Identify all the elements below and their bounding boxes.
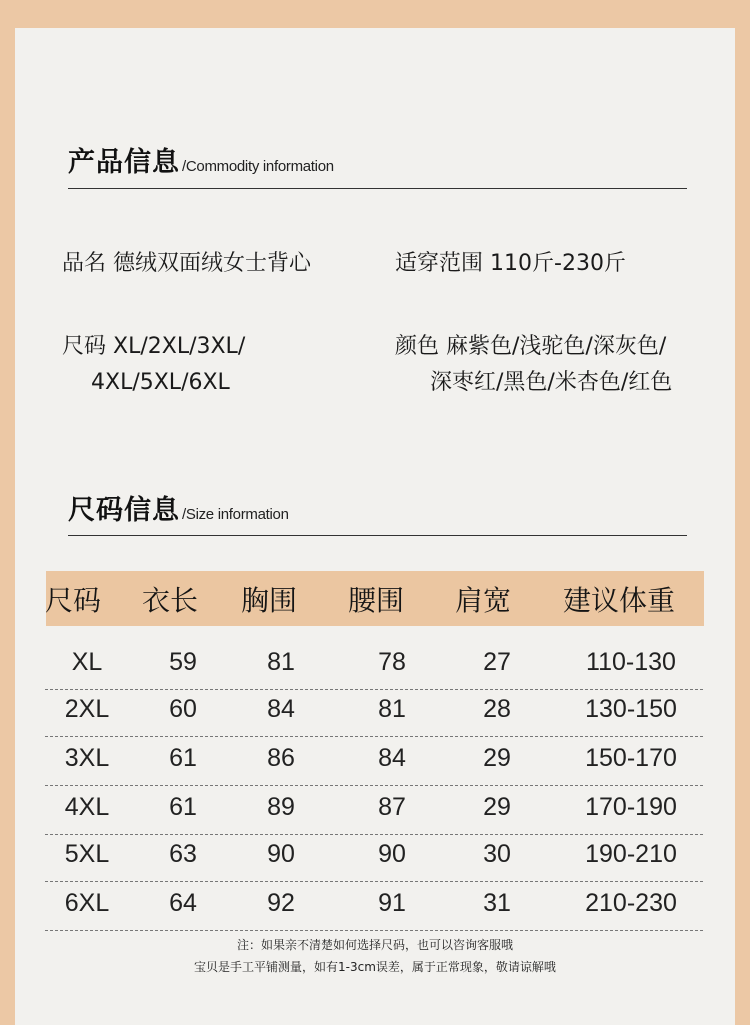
- cell-waist: 78: [378, 648, 406, 676]
- table-row: [45, 787, 703, 835]
- cell-chest: 92: [267, 889, 295, 917]
- fit-range-value: 110斤-230斤: [490, 251, 626, 276]
- cell-size: 5XL: [64, 840, 110, 868]
- cell-weight: 130-150: [585, 695, 677, 723]
- table-row: [45, 738, 703, 786]
- product-name-value: 德绒双面绒女士背心: [113, 251, 312, 276]
- size-divider: [68, 535, 687, 536]
- commodity-title-en: /Commodity information: [182, 158, 334, 175]
- cell-waist: 91: [378, 889, 406, 917]
- header-weight: 建议体重: [562, 584, 676, 617]
- header-size: 尺码: [44, 584, 102, 617]
- cell-length: 64: [169, 889, 197, 917]
- fit-range-label: 适穿范围: [395, 251, 484, 276]
- cell-shoulder: 31: [483, 889, 511, 917]
- size-line-2: 4XL/5XL/6XL: [91, 370, 230, 395]
- fit-range: [395, 246, 626, 282]
- commodity-title-zh: 产品信息: [68, 147, 180, 178]
- commodity-info-heading: [68, 140, 334, 179]
- cell-size: 6XL: [64, 889, 110, 917]
- cell-weight: 110-130: [586, 648, 676, 676]
- row-divider: [45, 930, 703, 931]
- cell-weight: 150-170: [585, 744, 677, 772]
- size-label: 尺码: [62, 334, 107, 359]
- row-divider: [45, 736, 703, 737]
- table-row: [45, 883, 703, 931]
- size-info-heading: [68, 488, 289, 527]
- cell-waist: 87: [378, 793, 406, 821]
- product-name: [62, 246, 311, 282]
- table-row: [45, 642, 703, 690]
- color-line-2: 深枣红/黑色/米杏色/红色: [430, 370, 673, 395]
- color-line-1: 麻紫色/浅驼色/深灰色/: [446, 334, 667, 359]
- size-line-1: XL/2XL/3XL/: [113, 334, 246, 359]
- cell-weight: 210-230: [585, 889, 677, 917]
- cell-waist: 84: [378, 744, 406, 772]
- size-title-zh: 尺码信息: [68, 495, 180, 526]
- cell-shoulder: 28: [483, 695, 511, 723]
- table-row: [45, 689, 703, 737]
- row-divider: [45, 785, 703, 786]
- commodity-divider: [68, 188, 687, 189]
- header-shoulder: 肩宽: [454, 584, 512, 617]
- size-note: 注：如果亲不清楚如何选择尺码，也可以咨询客服哦: [236, 938, 513, 952]
- cell-length: 61: [169, 744, 197, 772]
- cell-waist: 90: [378, 840, 406, 868]
- product-card: [15, 28, 735, 1025]
- cell-chest: 89: [267, 793, 295, 821]
- cell-weight: 170-190: [585, 793, 677, 821]
- cell-size: XL: [71, 648, 103, 676]
- cell-length: 63: [169, 840, 197, 868]
- size-list: [62, 329, 245, 401]
- cell-shoulder: 27: [483, 648, 511, 676]
- cell-waist: 81: [378, 695, 406, 723]
- size-table-header: [46, 571, 704, 626]
- cell-chest: 84: [267, 695, 295, 723]
- color-label: 颜色: [395, 334, 440, 359]
- size-title-en: /Size information: [182, 506, 289, 523]
- color-list: [395, 329, 672, 401]
- cell-size: 4XL: [64, 793, 110, 821]
- cell-shoulder: 30: [483, 840, 511, 868]
- cell-length: 61: [169, 793, 197, 821]
- cell-chest: 90: [267, 840, 295, 868]
- header-length: 衣长: [141, 584, 199, 617]
- header-chest: 胸围: [240, 584, 298, 617]
- cell-size: 2XL: [64, 695, 110, 723]
- measurement-note: 宝贝是手工平铺测量，如有1-3cm误差，属于正常现象，敬请谅解哦: [194, 960, 556, 974]
- product-name-label: 品名: [62, 251, 107, 276]
- cell-shoulder: 29: [483, 793, 511, 821]
- header-waist: 腰围: [347, 584, 405, 617]
- row-divider: [45, 881, 703, 882]
- cell-shoulder: 29: [483, 744, 511, 772]
- cell-chest: 86: [267, 744, 295, 772]
- cell-length: 60: [169, 695, 197, 723]
- cell-chest: 81: [267, 648, 295, 676]
- cell-length: 59: [169, 648, 197, 676]
- cell-size: 3XL: [64, 744, 110, 772]
- cell-weight: 190-210: [585, 840, 677, 868]
- table-row: [45, 834, 703, 882]
